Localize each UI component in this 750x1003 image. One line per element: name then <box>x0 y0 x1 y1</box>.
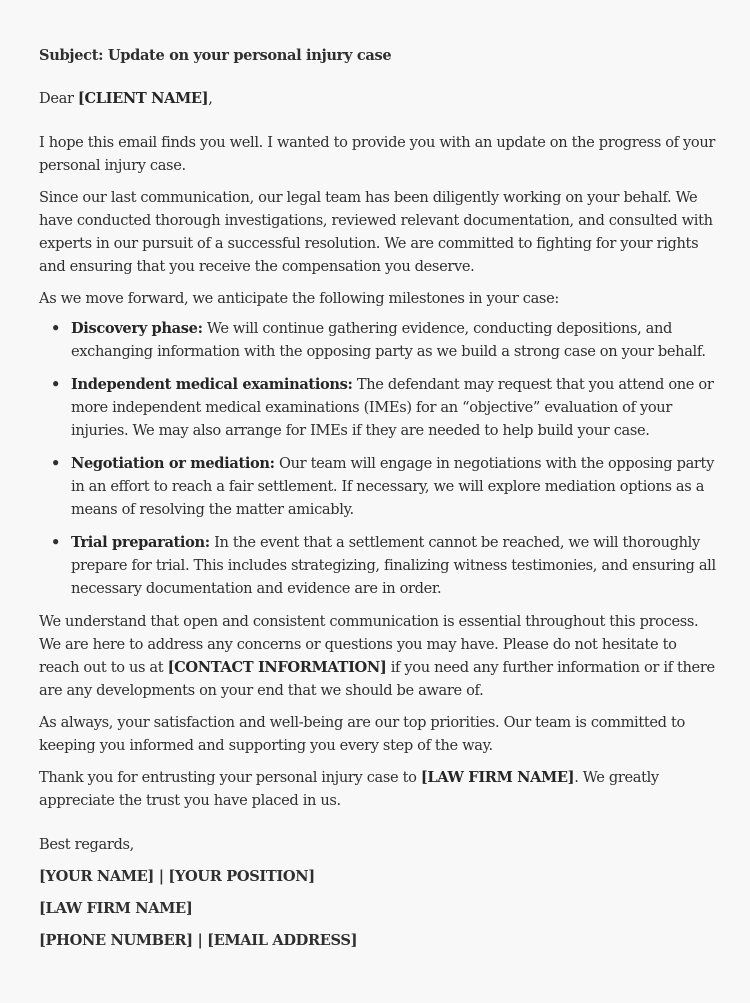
client-name-placeholder: [CLIENT NAME] <box>77 90 209 107</box>
milestone-text: Our team will engage in negotiations with the opposing party in an effort to reach a fair settlement. If necessary, we will explore mediation options as a means of resolving the matter amicably. <box>71 455 714 518</box>
bullet-icon: • <box>51 455 60 472</box>
contact-info-placeholder: [CONTACT INFORMATION] <box>167 659 387 676</box>
communication-text-after: if you need any further information or if there are any developments on your end that we should be aware of. <box>39 659 715 699</box>
progress-paragraph: Since our last communication, our legal team has been diligently working on your behalf. We have conducted thorough investigations, reviewed relevant documentation, and consulted with experts in our pursuit of a successful resolution. We are committed to fighting for your rights and ensuring that you receive the compensation you deserve. <box>39 189 713 275</box>
thanks-text-before: Thank you for entrusting your personal injury case to <box>39 769 421 786</box>
bullet-icon: • <box>51 534 60 551</box>
greeting-suffix: , <box>208 90 213 107</box>
milestone-title: Negotiation or mediation: <box>71 455 275 472</box>
greeting-prefix: Dear <box>39 90 78 107</box>
milestone-text: The defendant may request that you attend one or more independent medical examinations (IMEs) for an “objective” evaluation of your injuries. We may also arrange for IMEs if they are needed to help build your case. <box>71 376 714 439</box>
milestone-item <box>39 531 719 600</box>
milestone-title: Trial preparation: <box>71 534 210 551</box>
signature-law-firm: [LAW FIRM NAME] <box>39 900 193 917</box>
email-subject: Subject: Update on your personal injury case <box>39 47 392 64</box>
greeting <box>39 87 719 110</box>
intro-paragraph: I hope this email finds you well. I wanted to provide you with an update on the progress of your personal injury case. <box>39 134 716 174</box>
milestone-item <box>39 373 719 442</box>
milestones-intro: As we move forward, we anticipate the following milestones in your case: <box>39 290 559 307</box>
closing-line: Best regards, <box>39 836 134 853</box>
milestone-item <box>39 317 719 363</box>
bullet-icon: • <box>51 320 60 337</box>
milestone-title: Independent medical examinations: <box>71 376 353 393</box>
milestone-title: Discovery phase: <box>71 320 203 337</box>
milestones-list <box>39 317 719 600</box>
signature-contact: [PHONE NUMBER] | [EMAIL ADDRESS] <box>39 932 358 949</box>
milestone-text: We will continue gathering evidence, conducting depositions, and exchanging information with the opposing party as we build a strong case on your behalf. <box>71 320 706 360</box>
thanks-paragraph <box>39 766 719 812</box>
milestone-text: In the event that a settlement cannot be reached, we will thoroughly prepare for trial. This includes strategizing, finalizing witness testimonies, and ensuring all necessary documentation and evidence are in order. <box>71 534 716 597</box>
bullet-icon: • <box>51 376 60 393</box>
milestone-item <box>39 452 719 521</box>
signature-name-position: [YOUR NAME] | [YOUR POSITION] <box>39 868 315 885</box>
communication-paragraph <box>39 610 719 702</box>
email-body <box>39 44 719 952</box>
thanks-text-after: . We greatly appreciate the trust you have placed in us. <box>39 769 659 809</box>
communication-text-before: We understand that open and consistent communication is essential throughout this process. We are here to address any concerns or questions you may have. Please do not hesitate to reach out to us at <box>39 613 699 676</box>
satisfaction-paragraph: As always, your satisfaction and well-being are our top priorities. Our team is committed to keeping you informed and supporting you every step of the way. <box>39 714 685 754</box>
law-firm-placeholder: [LAW FIRM NAME] <box>420 769 575 786</box>
